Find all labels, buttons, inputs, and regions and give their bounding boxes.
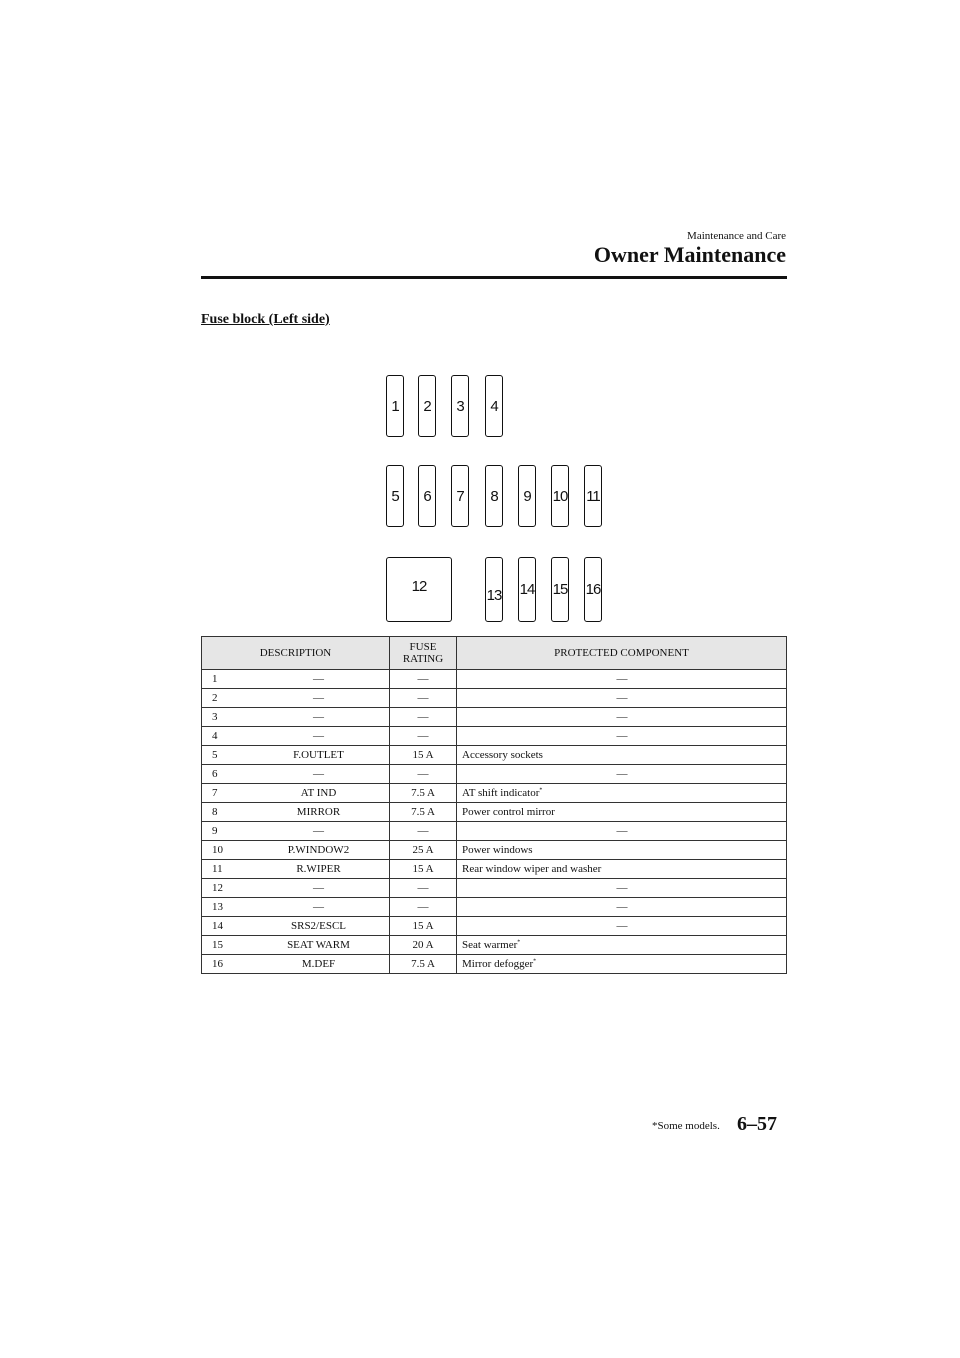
protected-component-cell-text: —: [616, 729, 628, 742]
protected-component-cell: [457, 803, 787, 822]
table-row: [202, 689, 787, 708]
description-cell-text: F.OUTLET: [293, 748, 344, 761]
footnote-marker: *: [533, 958, 537, 965]
fuse-number-cell-text: 8: [212, 805, 218, 818]
fuse-number-cell: [202, 936, 249, 955]
protected-component-cell: [457, 822, 787, 841]
protected-component-cell-text: —: [616, 881, 628, 894]
footnote-marker: *: [517, 939, 521, 946]
protected-component-cell: [457, 879, 787, 898]
description-cell-text: —: [313, 767, 324, 780]
description-cell-text: —: [313, 881, 324, 894]
rating-cell: [390, 670, 457, 689]
rating-cell-text: 15 A: [412, 748, 434, 761]
fuse-label: 8: [490, 487, 498, 505]
fuse-number-cell-text: 5: [212, 748, 218, 761]
section-heading: Fuse block (Left side): [201, 312, 330, 327]
fuse-number-cell-text: 16: [212, 957, 223, 970]
protected-component-cell-text: Accessory sockets: [462, 748, 543, 761]
table-row: [202, 670, 787, 689]
protected-component-cell: [457, 727, 787, 746]
fuse-number-cell-text: 1: [212, 672, 218, 685]
fuse-number-cell-text: 4: [212, 729, 218, 742]
rating-cell: [390, 898, 457, 917]
description-cell-text: SEAT WARM: [287, 938, 350, 951]
page-title: Owner Maintenance: [593, 242, 786, 267]
table-row: [202, 898, 787, 917]
protected-component-cell: [457, 689, 787, 708]
description-cell-text: P.WINDOW2: [287, 843, 350, 856]
rating-cell: [390, 803, 457, 822]
fuse-table: [201, 636, 787, 974]
fuse-slot-7: [451, 465, 469, 527]
description-cell: [248, 822, 390, 841]
rating-cell-text: 20 A: [412, 938, 434, 951]
fuse-slot-14: [518, 557, 536, 622]
fuse-number-cell: [202, 746, 249, 765]
table-row: [202, 936, 787, 955]
description-cell: [248, 841, 390, 860]
fuse-label: 3: [456, 397, 464, 415]
rating-cell-text: 15 A: [412, 862, 434, 875]
description-cell-text: R.WIPER: [296, 862, 341, 875]
protected-component-cell-text: —: [616, 767, 628, 780]
rating-cell-text: —: [417, 881, 429, 894]
protected-component-cell: [457, 860, 787, 879]
table-row: [202, 803, 787, 822]
description-cell: [248, 898, 390, 917]
protected-component-cell-text: Rear window wiper and washer: [462, 862, 602, 875]
rating-cell-text: 7.5 A: [411, 805, 435, 818]
rating-cell: [390, 727, 457, 746]
protected-component-cell: [457, 708, 787, 727]
header-rating-line2: RATING: [402, 653, 444, 665]
fuse-number-cell-text: 10: [212, 843, 223, 856]
table-row: [202, 708, 787, 727]
protected-component-cell: [457, 898, 787, 917]
rating-cell-text: —: [417, 691, 429, 704]
table-header-row: [202, 637, 787, 670]
fuse-number-cell: [202, 765, 249, 784]
fuse-label: 6: [423, 487, 431, 505]
rating-cell-text: —: [417, 729, 429, 742]
description-cell-text: —: [313, 900, 324, 913]
description-cell-text: —: [313, 729, 324, 742]
protected-component-cell: [457, 784, 787, 803]
rating-cell: [390, 917, 457, 936]
fuse-number-cell: [202, 955, 249, 974]
protected-component-cell-text: —: [616, 919, 628, 932]
page-number: 6–57: [737, 1113, 777, 1135]
description-cell-text: SRS2/ESCL: [290, 919, 347, 932]
rating-cell: [390, 936, 457, 955]
fuse-slot-8: [485, 465, 503, 527]
description-cell-text: —: [313, 672, 324, 685]
description-cell: [248, 765, 390, 784]
fuse-label: 13: [486, 587, 502, 604]
fuse-slot-9: [518, 465, 536, 527]
protected-component-cell-text: —: [616, 900, 628, 913]
fuse-number-cell: [202, 841, 249, 860]
rating-cell: [390, 841, 457, 860]
protected-component-cell-text: —: [616, 824, 628, 837]
description-cell: [248, 784, 390, 803]
protected-component-cell: [457, 670, 787, 689]
fuse-label: 5: [391, 487, 399, 505]
fuse-number-cell: [202, 727, 249, 746]
protected-component-cell: [457, 936, 787, 955]
table-row: [202, 746, 787, 765]
rating-cell: [390, 765, 457, 784]
fuse-number-cell: [202, 822, 249, 841]
protected-component-cell-text: AT shift indicator: [462, 786, 540, 799]
header-protected-component: PROTECTED COMPONENT: [457, 637, 787, 670]
rating-cell-text: —: [417, 710, 429, 723]
rating-cell: [390, 822, 457, 841]
fuse-slot-4: [485, 375, 503, 437]
fuse-slot-2: [418, 375, 436, 437]
fuse-slot-1: [386, 375, 404, 437]
fuse-label: 16: [585, 581, 601, 598]
fuse-number-cell: [202, 879, 249, 898]
rating-cell: [390, 860, 457, 879]
fuse-slot-12: [386, 557, 452, 622]
rating-cell: [390, 955, 457, 974]
description-cell-text: —: [313, 710, 324, 723]
table-row: [202, 879, 787, 898]
fuse-block-diagram: [370, 365, 620, 630]
fuse-label: 15: [552, 581, 568, 598]
fuse-number-cell: [202, 670, 249, 689]
description-cell-text: MIRROR: [296, 805, 341, 818]
protected-component-cell: [457, 765, 787, 784]
fuse-slot-6: [418, 465, 436, 527]
fuse-number-cell-text: 6: [212, 767, 218, 780]
table-row: [202, 860, 787, 879]
protected-component-cell-text: Mirror defogger: [462, 957, 534, 970]
fuse-number-cell: [202, 689, 249, 708]
fuse-number-cell-text: 12: [212, 881, 223, 894]
rating-cell-text: —: [417, 672, 429, 685]
table-row: [202, 822, 787, 841]
description-cell: [248, 803, 390, 822]
description-cell: [248, 879, 390, 898]
fuse-slot-10: [551, 465, 569, 527]
rating-cell-text: 7.5 A: [411, 786, 435, 799]
fuse-number-cell: [202, 898, 249, 917]
footnote-marker: *: [539, 787, 543, 794]
rating-cell: [390, 879, 457, 898]
protected-component-cell: [457, 841, 787, 860]
fuse-number-cell-text: 3: [212, 710, 218, 723]
fuse-slot-5: [386, 465, 404, 527]
table-row: [202, 784, 787, 803]
protected-component-cell-text: Power windows: [462, 843, 533, 856]
fuse-label: 1: [391, 397, 399, 415]
fuse-slot-13: [485, 557, 503, 622]
rating-cell-text: 7.5 A: [411, 957, 435, 970]
protected-component-cell-text: —: [616, 710, 628, 723]
fuse-label: 2: [423, 397, 431, 415]
protected-component-cell-text: —: [616, 691, 628, 704]
rating-cell: [390, 708, 457, 727]
fuse-slot-15: [551, 557, 569, 622]
description-cell: [248, 955, 390, 974]
header-divider: [201, 276, 787, 279]
table-row: [202, 917, 787, 936]
fuse-number-cell: [202, 803, 249, 822]
rating-cell-text: 15 A: [412, 919, 434, 932]
header-fuse-rating: [390, 637, 457, 670]
fuse-number-cell-text: 7: [212, 786, 218, 799]
fuse-label: 12: [411, 578, 427, 595]
fuse-number-cell-text: 9: [212, 824, 218, 837]
fuse-label: 9: [523, 487, 531, 505]
fuse-number-cell: [202, 860, 249, 879]
rating-cell-text: 25 A: [412, 843, 434, 856]
fuse-slot-3: [451, 375, 469, 437]
description-cell-text: —: [313, 824, 324, 837]
description-cell: [248, 708, 390, 727]
description-cell: [248, 689, 390, 708]
description-cell: [248, 727, 390, 746]
description-cell-text: M.DEF: [301, 957, 336, 970]
description-cell-text: —: [313, 691, 324, 704]
fuse-number-cell-text: 13: [212, 900, 223, 913]
description-cell: [248, 917, 390, 936]
fuse-slot-16: [584, 557, 602, 622]
description-cell: [248, 746, 390, 765]
rating-cell: [390, 689, 457, 708]
rating-cell-text: —: [417, 824, 429, 837]
protected-component-cell: [457, 917, 787, 936]
description-cell: [248, 670, 390, 689]
rating-cell-text: —: [417, 900, 429, 913]
fuse-slot-11: [584, 465, 602, 527]
fuse-number-cell: [202, 917, 249, 936]
protected-component-cell-text: Seat warmer: [462, 938, 518, 951]
fuse-label: 11: [586, 487, 600, 505]
fuse-label: 10: [552, 487, 568, 505]
fuse-number-cell: [202, 784, 249, 803]
table-row: [202, 765, 787, 784]
protected-component-cell-text: Power control mirror: [462, 805, 555, 818]
description-cell: [248, 936, 390, 955]
protected-component-cell: [457, 955, 787, 974]
table-row: [202, 955, 787, 974]
protected-component-cell: [457, 746, 787, 765]
fuse-number-cell-text: 2: [212, 691, 218, 704]
description-cell-text: AT IND: [300, 786, 337, 799]
fuse-number-cell-text: 14: [212, 919, 223, 932]
header-description: DESCRIPTION: [202, 637, 390, 670]
fuse-label: 7: [456, 487, 464, 505]
fuse-number-cell: [202, 708, 249, 727]
fuse-label: 4: [490, 397, 498, 415]
fuse-number-cell-text: 11: [212, 862, 223, 875]
header-rating-line1: FUSE: [409, 640, 437, 653]
description-cell: [248, 860, 390, 879]
table-row: [202, 841, 787, 860]
protected-component-cell-text: —: [616, 672, 628, 685]
chapter-label: Maintenance and Care: [687, 230, 786, 242]
table-row: [202, 727, 787, 746]
rating-cell: [390, 784, 457, 803]
fuse-number-cell-text: 15: [212, 938, 223, 951]
footnote: *Some models.: [652, 1120, 720, 1132]
fuse-label: 14: [519, 581, 535, 598]
rating-cell-text: —: [417, 767, 429, 780]
rating-cell: [390, 746, 457, 765]
